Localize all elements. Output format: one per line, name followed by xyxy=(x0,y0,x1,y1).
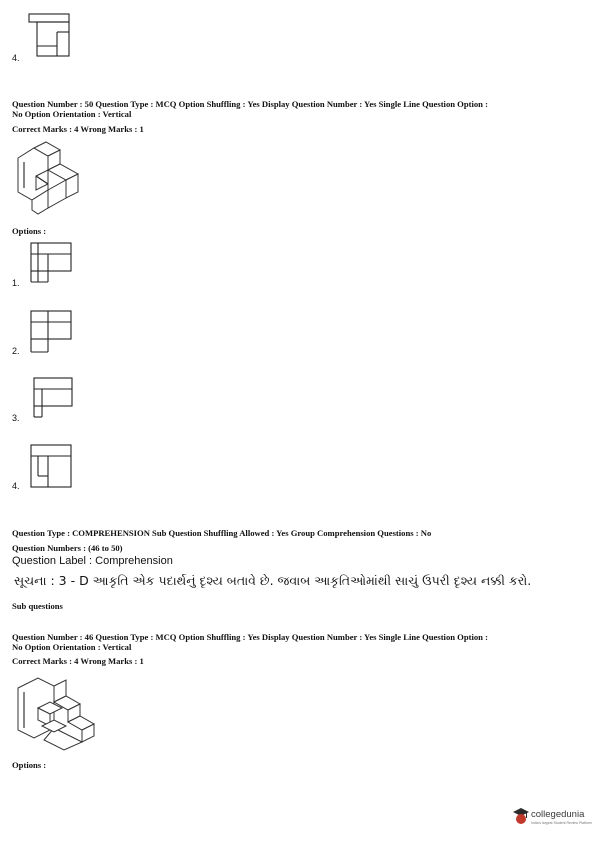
question-50-header xyxy=(12,99,587,119)
header-line-2: No Option Orientation : Vertical xyxy=(12,109,132,119)
instruction-text: સૂચના : 3 - D આકૃતિ એક પદાર્થનું દૃશ્ય બતાવે છે. જવાબ આકૃતિઓમાંથી સાચું ઉપરી દૃશ્ય નક્કી કરો. xyxy=(14,573,532,588)
option-4-number: 4. xyxy=(12,481,20,491)
question-label: Question Label : Comprehension xyxy=(12,555,173,567)
option-1-figure xyxy=(28,240,76,286)
header-line-1: Question Number : 50 Question Type : MCQ Option Shuffling : Yes Display Question Number : Yes Single Line Question Option : xyxy=(12,99,488,109)
question-50-isometric-figure xyxy=(14,140,84,216)
option-2-number: 2. xyxy=(12,346,20,356)
sub-questions-label: Sub questions xyxy=(12,601,63,611)
graduate-cap-icon xyxy=(512,806,530,826)
header-line-2: No Option Orientation : Vertical xyxy=(12,642,132,652)
question-50-marks: Correct Marks : 4 Wrong Marks : 1 xyxy=(12,124,144,134)
option-number: 4. xyxy=(12,53,20,63)
header-line-1: Question Number : 46 Question Type : MCQ Option Shuffling : Yes Display Question Number : Yes Single Line Question Option : xyxy=(12,632,488,642)
question-46-isometric-figure xyxy=(14,672,104,752)
option-2-figure xyxy=(28,308,76,354)
brand-tagline: India's largest Student Review Platform xyxy=(531,821,592,825)
comprehension-header: Question Type : COMPREHENSION Sub Question Shuffling Allowed : Yes Group Comprehension Questions : No xyxy=(12,528,432,538)
option-4-figure xyxy=(28,442,76,490)
collegedunia-logo xyxy=(512,806,590,828)
option-1-number: 1. xyxy=(12,278,20,288)
brand-name: collegedunia xyxy=(531,809,585,820)
option-3-number: 3. xyxy=(12,413,20,423)
options-title-46: Options : xyxy=(12,760,47,770)
question-46-marks: Correct Marks : 4 Wrong Marks : 1 xyxy=(12,656,144,666)
question-numbers: Question Numbers : (46 to 50) xyxy=(12,543,123,553)
options-title: Options : xyxy=(12,226,47,236)
question-46-header xyxy=(12,632,587,652)
option-4-top-view-figure xyxy=(27,12,72,58)
option-3-figure xyxy=(28,375,76,421)
